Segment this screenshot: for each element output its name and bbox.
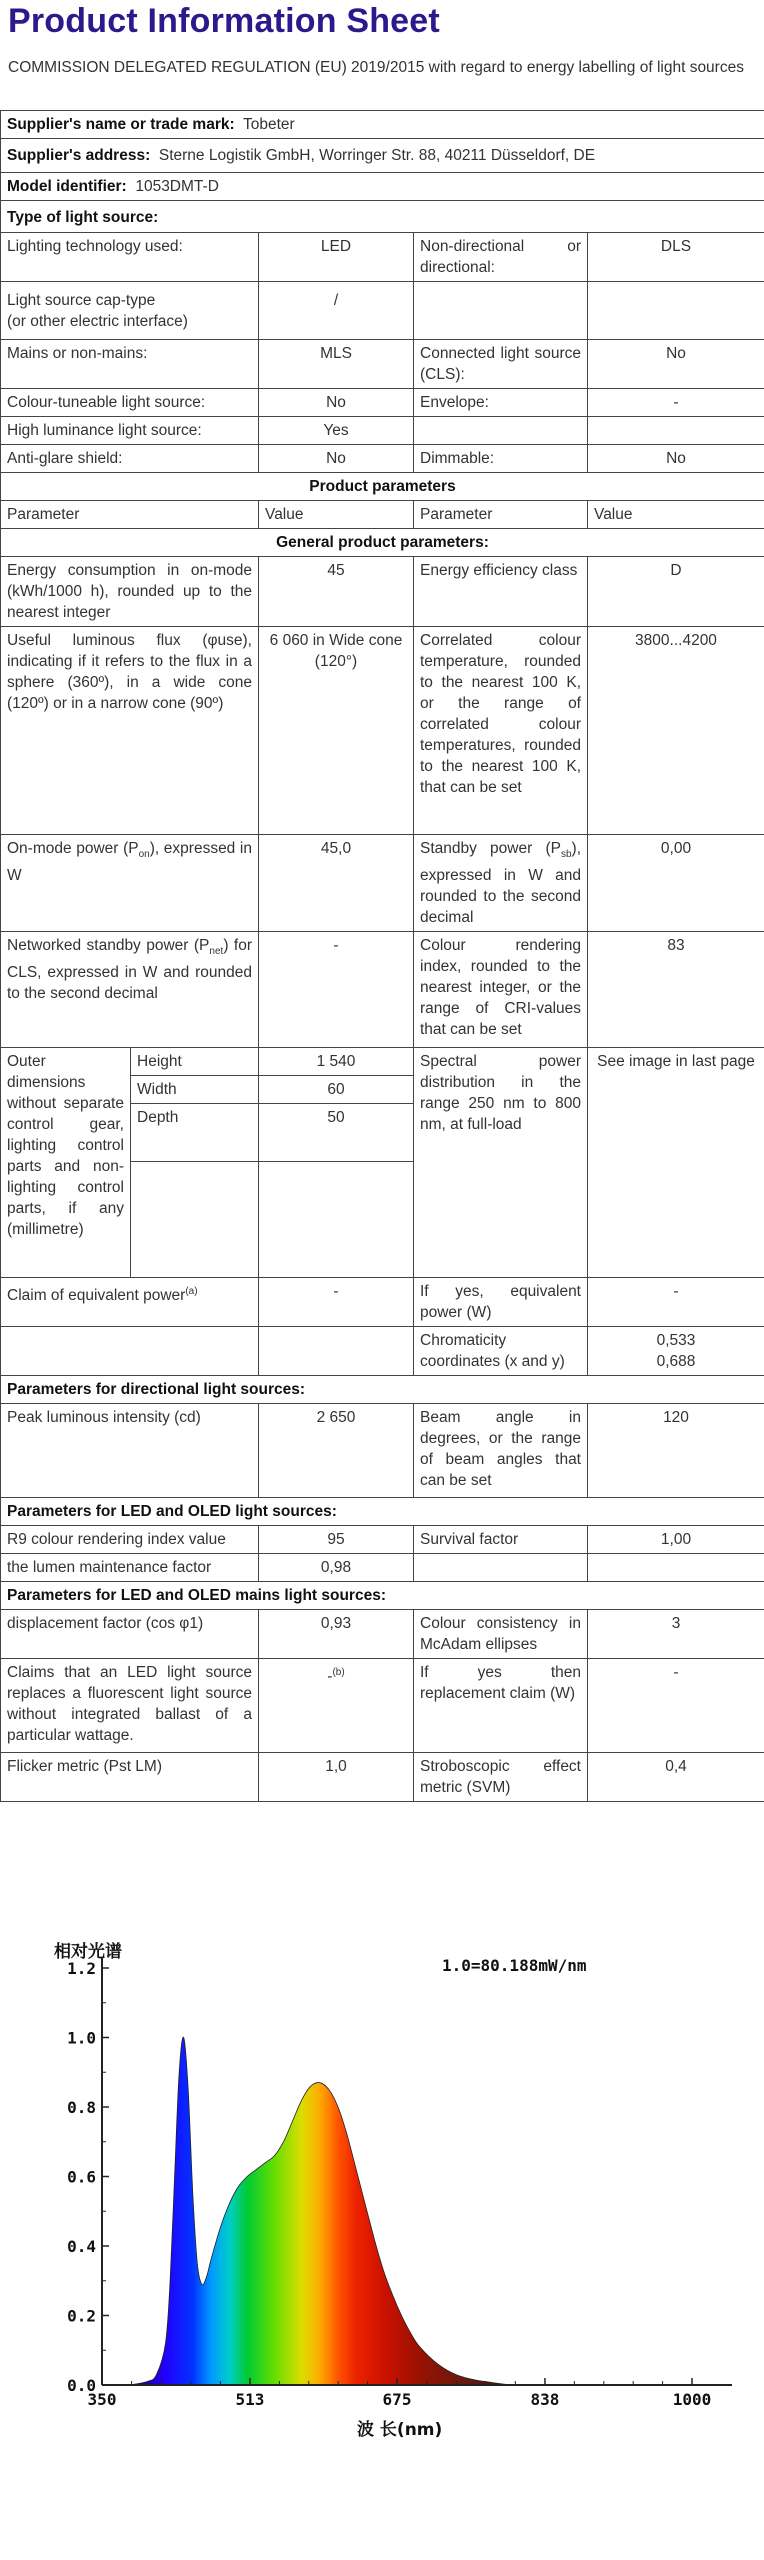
displacement-factor-label: displacement factor (cos φ1) xyxy=(1,1610,259,1659)
page-title: Product Information Sheet xyxy=(8,2,440,40)
spectrum-svg xyxy=(52,1935,752,2455)
networked-standby-label: Networked standby power $(P_{net})$ for CLS, expressed in W and rounded to the second decimal xyxy=(1,932,259,1048)
y-tick-label: 0.0 xyxy=(67,2376,96,2395)
replacement-claim-value: - xyxy=(588,1659,764,1753)
led-mains-heading-row xyxy=(1,1582,764,1610)
type-value: No xyxy=(588,340,764,389)
led-blank xyxy=(414,1554,588,1582)
chromaticity-value xyxy=(588,1327,764,1376)
displacement-factor-value: 0,93 xyxy=(259,1610,414,1659)
equivalent-power-w-label: If yes, equivalent power (W) xyxy=(414,1278,588,1327)
beam-angle-label: Beam angle in degrees, or the range of beam angles that can be set xyxy=(414,1404,588,1498)
x-tick-label: 513 xyxy=(235,2390,265,2409)
supplier-name-value: Tobeter xyxy=(243,116,295,133)
peak-intensity-label: Peak luminous intensity (cd) xyxy=(1,1404,259,1498)
fluorescent-claim-value: -$^{(b)}$ xyxy=(259,1659,414,1753)
led-row xyxy=(1,1554,764,1582)
y-tick-label: 0.4 xyxy=(67,2237,96,2256)
width-label: Width xyxy=(131,1076,259,1104)
type-value: No xyxy=(259,445,414,473)
dimension-row xyxy=(1,1048,764,1076)
general-heading-row xyxy=(1,529,764,557)
cct-label: Correlated colour temperature, rounded to the nearest 100 K, or the range of correlated colour temperatures, rounded to the nearest 100 K, that can be set xyxy=(414,627,588,835)
standby-power-label: Standby power $(P_{sb})$, expressed in W and rounded to the second decimal xyxy=(414,835,588,932)
led-mains-row xyxy=(1,1753,764,1802)
depth-label: Depth xyxy=(131,1104,259,1162)
type-heading-row xyxy=(1,201,764,233)
lumen-maintenance-label: the lumen maintenance factor xyxy=(1,1554,259,1582)
type-heading: Type of light source: xyxy=(1,201,764,233)
dimension-blank xyxy=(131,1162,259,1278)
networked-standby-value: - xyxy=(259,932,414,1048)
chart-annotation: 1.0=80.188mW/nm xyxy=(442,1956,587,1975)
energy-row xyxy=(1,557,764,627)
on-mode-power-label: On-mode power $(P_{on})$, expressed in W xyxy=(1,835,259,932)
chromaticity-row xyxy=(1,1327,764,1376)
led-row xyxy=(1,1526,764,1554)
spectrum-chart xyxy=(52,1935,752,2455)
luminous-flux-value: 6 060 in Wide cone (120°) xyxy=(259,627,414,835)
on-mode-power-value: 45,0 xyxy=(259,835,414,932)
model-identifier-value: 1053DMT-D xyxy=(135,178,219,195)
param-column-header: Parameter xyxy=(1,501,259,529)
type-label: Non-directional or directional: xyxy=(414,233,588,282)
type-value xyxy=(588,282,764,340)
chromaticity-blank xyxy=(1,1327,259,1376)
cri-value: 83 xyxy=(588,932,764,1048)
x-tick-label: 675 xyxy=(382,2390,412,2409)
value-column-header: Value xyxy=(259,501,414,529)
type-label: Envelope: xyxy=(414,389,588,417)
y-tick-label: 0.6 xyxy=(67,2167,96,2187)
r9-label: R9 colour rendering index value xyxy=(1,1526,259,1554)
product-params-heading: Product parameters xyxy=(1,473,764,501)
type-value: DLS xyxy=(588,233,764,282)
supplier-name-row xyxy=(1,111,764,139)
svm-label: Stroboscopic effect metric (SVM) xyxy=(414,1753,588,1802)
fluorescent-claim-label: Claims that an LED light source replaces a fluorescent light source without integrated ballast of a particular wattage. xyxy=(1,1659,259,1753)
type-row xyxy=(1,233,764,282)
depth-value: 50 xyxy=(259,1104,414,1162)
x-axis-label: 波 长(nm) xyxy=(357,2420,443,2440)
y-tick-label: 1.0 xyxy=(67,2028,96,2048)
led-mains-row xyxy=(1,1610,764,1659)
type-row xyxy=(1,417,764,445)
energy-consumption-label: Energy consumption in on-mode (kWh/1000 h), rounded up to the nearest integer xyxy=(1,557,259,627)
equivalent-power-value: - xyxy=(259,1278,414,1327)
width-value: 60 xyxy=(259,1076,414,1104)
energy-class-label: Energy efficiency class xyxy=(414,557,588,627)
height-label: Height xyxy=(131,1048,259,1076)
equivalent-power-label: Claim of equivalent power$^{(a)}$ xyxy=(1,1278,259,1327)
supplier-address-value: Sterne Logistik GmbH, Worringer Str. 88, 40211 Düsseldorf, DE xyxy=(158,147,596,164)
lumen-maintenance-value: 0,98 xyxy=(259,1554,414,1582)
type-label xyxy=(414,282,588,340)
type-value: Yes xyxy=(259,417,414,445)
chart-title: 相对光谱 xyxy=(54,1942,122,1962)
chromaticity-label: Chromaticity coordinates (x and y) xyxy=(414,1327,588,1376)
information-sheet xyxy=(0,110,764,1802)
energy-class-value: D xyxy=(588,557,764,627)
type-label: High luminance light source: xyxy=(1,417,259,445)
type-row xyxy=(1,389,764,417)
dimension-blank xyxy=(259,1162,414,1278)
type-label: Mains or non-mains: xyxy=(1,340,259,389)
x-tick-label: 838 xyxy=(530,2390,560,2409)
luminous-flux-label: Useful luminous flux (φuse), indicating if it refers to the flux in a sphere (360º), in a wide cone (120º) or in a narrow cone (90º) xyxy=(1,627,259,835)
outer-dimensions-label: Outer dimensions without separate control gear, lighting control parts and non-lighting control parts, if any (millimetre) xyxy=(1,1048,131,1278)
y-tick-label: 1.2 xyxy=(67,1959,96,1978)
chromaticity-x: 0,533 xyxy=(656,1332,696,1350)
directional-row xyxy=(1,1404,764,1498)
x-tick-label: 350 xyxy=(87,2390,117,2409)
type-row xyxy=(1,282,764,340)
type-label: Dimmable: xyxy=(414,445,588,473)
height-value: 1 540 xyxy=(259,1048,414,1076)
survival-factor-label: Survival factor xyxy=(414,1526,588,1554)
type-value: MLS xyxy=(259,340,414,389)
mcadam-value: 3 xyxy=(588,1610,764,1659)
led-mains-row xyxy=(1,1659,764,1753)
standby-power-value: 0,00 xyxy=(588,835,764,932)
info-table xyxy=(0,110,764,1802)
type-value: - xyxy=(588,389,764,417)
param-header-row xyxy=(1,501,764,529)
supplier-address-label: Supplier's address: xyxy=(7,147,151,164)
networked-row xyxy=(1,932,764,1048)
type-label xyxy=(414,417,588,445)
general-params-heading: General product parameters: xyxy=(1,529,764,557)
led-heading-row xyxy=(1,1498,764,1526)
type-value: LED xyxy=(259,233,414,282)
type-label: Lighting technology used: xyxy=(1,233,259,282)
type-label: Connected light source (CLS): xyxy=(414,340,588,389)
supplier-name-label: Supplier's name or trade mark: xyxy=(7,116,235,133)
led-oled-mains-heading: Parameters for LED and OLED mains light sources: xyxy=(1,1582,764,1610)
product-params-heading-row xyxy=(1,473,764,501)
replacement-claim-label: If yes then replacement claim (W) xyxy=(414,1659,588,1753)
value-column-header: Value xyxy=(588,501,764,529)
svm-value: 0,4 xyxy=(588,1753,764,1802)
x-tick-label: 1000 xyxy=(672,2390,712,2409)
type-value xyxy=(588,417,764,445)
beam-angle-value: 120 xyxy=(588,1404,764,1498)
led-oled-heading: Parameters for LED and OLED light sources: xyxy=(1,1498,764,1526)
cct-value: 3800...4200 xyxy=(588,627,764,835)
cri-label: Colour rendering index, rounded to the nearest integer, or the range of CRI-values that can be set xyxy=(414,932,588,1048)
type-row xyxy=(1,445,764,473)
survival-factor-value: 1,00 xyxy=(588,1526,764,1554)
model-identifier-label: Model identifier: xyxy=(7,178,127,195)
r9-value: 95 xyxy=(259,1526,414,1554)
type-value: / xyxy=(259,282,414,340)
mcadam-label: Colour consistency in McAdam ellipses xyxy=(414,1610,588,1659)
param-column-header: Parameter xyxy=(414,501,588,529)
led-blank xyxy=(588,1554,764,1582)
type-row xyxy=(1,340,764,389)
type-label: Anti-glare shield: xyxy=(1,445,259,473)
equivalent-power-w-value: - xyxy=(588,1278,764,1327)
y-tick-label: 0.2 xyxy=(67,2306,96,2326)
page-subtitle: COMMISSION DELEGATED REGULATION (EU) 2019/2015 with regard to energy labelling of light sources xyxy=(8,59,744,76)
y-tick-label: 0.8 xyxy=(67,2098,96,2117)
type-label: Colour-tuneable light source: xyxy=(1,389,259,417)
peak-intensity-value: 2 650 xyxy=(259,1404,414,1498)
type-label: Light source cap-type (or other electric interface) xyxy=(1,282,259,340)
flicker-metric-value: 1,0 xyxy=(259,1753,414,1802)
equivalent-power-row xyxy=(1,1278,764,1327)
supplier-address-row xyxy=(1,139,764,173)
spectral-distribution-value: See image in last page xyxy=(588,1048,764,1278)
power-row xyxy=(1,835,764,932)
spectral-distribution-label: Spectral power distribution in the range 250 nm to 800 nm, at full-load xyxy=(414,1048,588,1278)
chromaticity-y: 0,688 xyxy=(656,1353,696,1371)
flux-row xyxy=(1,627,764,835)
directional-heading-row xyxy=(1,1376,764,1404)
type-value: No xyxy=(259,389,414,417)
directional-heading: Parameters for directional light sources: xyxy=(1,1376,764,1404)
energy-consumption-value: 45 xyxy=(259,557,414,627)
type-value: No xyxy=(588,445,764,473)
model-identifier-row xyxy=(1,173,764,201)
chromaticity-blank xyxy=(259,1327,414,1376)
flicker-metric-label: Flicker metric (Pst LM) xyxy=(1,1753,259,1802)
